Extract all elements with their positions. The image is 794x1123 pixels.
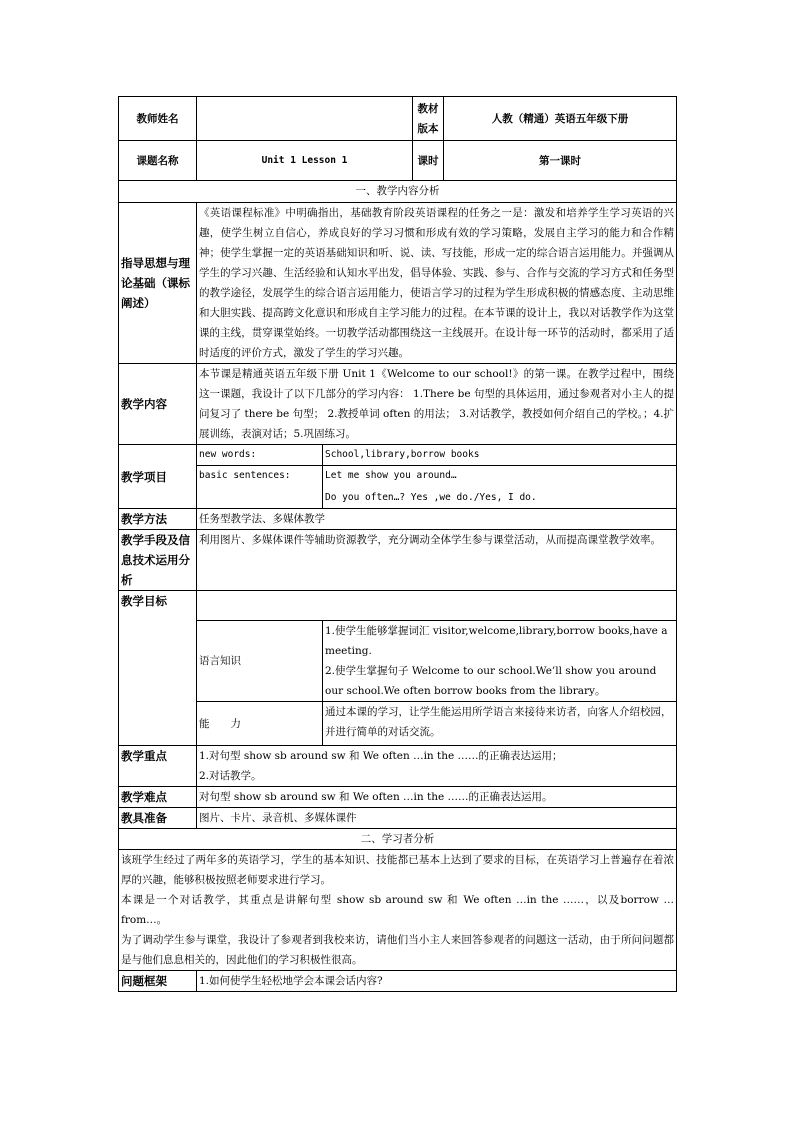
language-knowledge-label: 语言知识 [197, 621, 323, 702]
difficulty-text: 对句型 show sb around sw 和 We often …in the ……的正确表达运用。 [197, 787, 677, 808]
key-points-label: 教学重点 [119, 746, 197, 787]
sentence-2: Do you often…? Yes ,we do./Yes, I do. [325, 492, 537, 503]
ability-text: 通过本课的学习，让学生能运用所学语言来接待来访者，向客人介绍校园，并进行简单的对话交流。 [323, 702, 677, 746]
goals-spacer [197, 591, 677, 621]
items-label: 教学项目 [119, 445, 197, 509]
section-title-learner-analysis: 二、学习者分析 [119, 829, 677, 850]
key-point-1: 1.对句型 show sb around sw 和 We often …in the ……的正确表达运用； [199, 750, 563, 762]
guiding-label: 指导思想与理论基础（课标阐述） [119, 203, 197, 364]
teacher-label: 教师姓名 [119, 97, 197, 141]
content-label: 教学内容 [119, 364, 197, 445]
question-frame-text: 1.如何使学生轻松地学会本课会话内容? [197, 971, 677, 992]
prep-text: 图片、卡片、录音机、多媒体课件 [197, 808, 677, 829]
key-points-text [197, 746, 677, 787]
media-label: 教学手段及信息技术运用分析 [119, 530, 197, 591]
new-words-value: School,library,borrow books [323, 445, 677, 466]
language-knowledge-text [323, 621, 677, 702]
difficulty-label: 教学难点 [119, 787, 197, 808]
language-knowledge-item-2: 2.使学生掌握句子 Welcome to our school.We’ll show you around our school.We often borrow books from the library。 [325, 665, 657, 697]
learner-paragraph-3: 为了调动学生参与课堂，我设计了参观者到我校来访，请他们当小主人来回答参观者的问题这一活动，由于所问问题都是与他们息息相关的，因此他们的学习积极性很高。 [121, 934, 674, 966]
basic-sentences-value [323, 466, 677, 509]
period-label: 课时 [413, 141, 444, 181]
basic-sentences-label: basic sentences: [197, 466, 323, 509]
teacher-value [197, 97, 413, 141]
method-text: 任务型教学法、多媒体教学 [197, 509, 677, 530]
goals-label: 教学目标 [119, 591, 197, 746]
guiding-text: 《英语课程标准》中明确指出，基础教育阶段英语课程的任务之一是：激发和培养学生学习英语的兴趣，使学生树立自信心，养成良好的学习习惯和形成有效的学习策略，发展自主学习的能力和合作精神；使学生掌握一定的英语基础知识和听、说、读、写技能，形成一定的综合语言运用能力。并强调从学生的学习兴趣、生活经验和认知水平出发，倡导体验、实践、参与、合作与交流的学习方式和任务型的教学途径，发展学生的综合语言运用能力，使语言学习的过程为学生形成积极的情感态度、主动思维和大胆实践、提高跨文化意识和形成自主学习能力的过程。在本节课的设计上，我以对话教学作为这堂课的主线，贯穿课堂始终。一切教学活动都围绕这一主线展开。在设计每一环节的活动时，都采用了适时适度的评价方式，激发了学生的学习兴趣。 [197, 203, 677, 364]
content-text: 本节课是精通英语五年级下册 Unit 1《Welcome to our school!》的第一课。在教学过程中，围绕这一课题，我设计了以下几部分的学习内容： 1.There be 句型的具体运用，通过参观者对小主人的提问复习了 there be 句型； 2.教授单词 often 的用法； 3.对话教学，教授如何介绍自己的学校。；4.扩展训练，表演对话；5.巩固练习。 [197, 364, 677, 445]
textbook-value: 人教（精通）英语五年级下册 [444, 97, 677, 141]
learner-analysis-text [119, 850, 677, 971]
key-point-2: 2.对话教学。 [199, 770, 262, 782]
lesson-plan-table [118, 96, 677, 992]
sentence-1: Let me show you around… [325, 470, 457, 481]
learner-paragraph-2: 本课是一个对话教学，其重点是讲解句型 show sb around sw 和 We often …in the ……，以及borrow …from…。 [121, 894, 674, 926]
topic-value: Unit 1 Lesson 1 [197, 141, 413, 181]
topic-label: 课题名称 [119, 141, 197, 181]
section-title-content-analysis: 一、教学内容分析 [119, 181, 677, 203]
textbook-label: 教材版本 [413, 97, 444, 141]
prep-label: 教具准备 [119, 808, 197, 829]
question-frame-label: 问题框架 [119, 971, 197, 992]
method-label: 教学方法 [119, 509, 197, 530]
media-text: 利用图片、多媒体课件等辅助资源教学，充分调动全体学生参与课堂活动，从而提高课堂教学效率。 [197, 530, 677, 591]
language-knowledge-item-1: 1.使学生能够掌握词汇 visitor,welcome,library,borrow books,have a meeting. [325, 625, 668, 657]
ability-label: 能 力 [197, 702, 323, 746]
period-value: 第一课时 [444, 141, 677, 181]
new-words-label: new words: [197, 445, 323, 466]
learner-paragraph-1: 该班学生经过了两年多的英语学习，学生的基本知识、技能都已基本上达到了要求的目标，在英语学习上普遍存在着浓厚的兴趣，能够积极按照老师要求进行学习。 [121, 854, 674, 886]
